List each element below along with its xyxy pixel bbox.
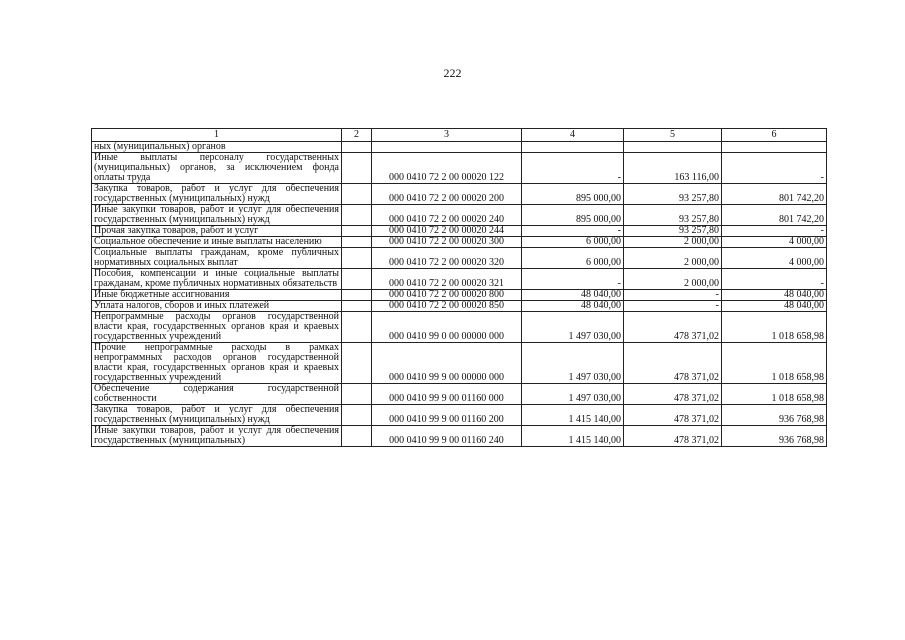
row-value-4: 6 000,00 — [522, 248, 624, 269]
row-code: 000 0410 72 2 00 00020 800 — [372, 290, 522, 301]
row-value-6: 4 000,00 — [722, 248, 827, 269]
row-code: 000 0410 72 2 00 00020 200 — [372, 184, 522, 205]
row-value-5: 2 000,00 — [624, 269, 722, 290]
row-value-4: 1 497 030,00 — [522, 312, 624, 343]
row-value-5: 93 257,80 — [624, 205, 722, 226]
row-value-4 — [522, 142, 624, 153]
row-value-4: 895 000,00 — [522, 184, 624, 205]
row-code: 000 0410 72 2 00 00020 244 — [372, 226, 522, 237]
row-code — [372, 142, 522, 153]
table-header-row — [92, 129, 827, 142]
row-value-6: 1 018 658,98 — [722, 312, 827, 343]
row-col2 — [342, 237, 372, 248]
table-row — [92, 142, 827, 153]
row-name: Социальное обеспечение и иные выплаты населению — [92, 237, 342, 248]
table-row — [92, 301, 827, 312]
row-code: 000 0410 99 9 00 01160 240 — [372, 426, 522, 447]
row-value-4: 48 040,00 — [522, 301, 624, 312]
row-value-6: 48 040,00 — [722, 290, 827, 301]
row-value-5: 2 000,00 — [624, 248, 722, 269]
row-col2 — [342, 248, 372, 269]
row-value-4: 895 000,00 — [522, 205, 624, 226]
row-name: ных (муниципальных) органов — [92, 142, 342, 153]
row-code: 000 0410 99 9 00 01160 000 — [372, 384, 522, 405]
row-value-5: 478 371,02 — [624, 343, 722, 384]
row-name: Иные выплаты персоналу государственных (муниципальных) органов, за исключением фонда оплаты труда — [92, 153, 342, 184]
row-code: 000 0410 72 2 00 00020 240 — [372, 205, 522, 226]
table-row — [92, 290, 827, 301]
row-col2 — [342, 184, 372, 205]
table-row — [92, 312, 827, 343]
row-value-5: - — [624, 290, 722, 301]
row-value-6: - — [722, 153, 827, 184]
row-value-6: 1 018 658,98 — [722, 384, 827, 405]
row-name: Пособия, компенсации и иные социальные выплаты гражданам, кроме публичных нормативных обязательств — [92, 269, 342, 290]
row-value-6: 1 018 658,98 — [722, 343, 827, 384]
row-code: 000 0410 72 2 00 00020 850 — [372, 301, 522, 312]
row-code: 000 0410 99 9 00 01160 200 — [372, 405, 522, 426]
row-value-5: 2 000,00 — [624, 237, 722, 248]
row-value-4: - — [522, 226, 624, 237]
row-value-4: 1 497 030,00 — [522, 384, 624, 405]
row-value-5: 478 371,02 — [624, 312, 722, 343]
row-value-4: 1 415 140,00 — [522, 426, 624, 447]
table-row — [92, 153, 827, 184]
row-value-6: 801 742,20 — [722, 184, 827, 205]
row-col2 — [342, 301, 372, 312]
table-row — [92, 405, 827, 426]
column-header: 3 — [372, 129, 522, 142]
table-row — [92, 226, 827, 237]
row-col2 — [342, 226, 372, 237]
row-code: 000 0410 72 2 00 00020 300 — [372, 237, 522, 248]
row-name: Прочая закупка товаров, работ и услуг — [92, 226, 342, 237]
column-header: 2 — [342, 129, 372, 142]
row-value-6: 4 000,00 — [722, 237, 827, 248]
row-col2 — [342, 153, 372, 184]
row-value-5: - — [624, 301, 722, 312]
row-value-4: - — [522, 269, 624, 290]
row-col2 — [342, 312, 372, 343]
row-name: Иные закупки товаров, работ и услуг для обеспечения государственных (муниципальных) нужд — [92, 205, 342, 226]
row-value-5: 478 371,02 — [624, 384, 722, 405]
column-header: 5 — [624, 129, 722, 142]
row-col2 — [342, 343, 372, 384]
row-value-6 — [722, 142, 827, 153]
row-value-6: 936 768,98 — [722, 405, 827, 426]
row-name: Иные закупки товаров, работ и услуг для обеспечения государственных (муниципальных) — [92, 426, 342, 447]
row-value-6: 936 768,98 — [722, 426, 827, 447]
row-name: Иные бюджетные ассигнования — [92, 290, 342, 301]
row-name: Социальные выплаты гражданам, кроме публичных нормативных социальных выплат — [92, 248, 342, 269]
row-value-6: 48 040,00 — [722, 301, 827, 312]
row-value-5: 93 257,80 — [624, 226, 722, 237]
row-value-4: 6 000,00 — [522, 237, 624, 248]
row-code: 000 0410 72 2 00 00020 320 — [372, 248, 522, 269]
row-value-4: - — [522, 153, 624, 184]
row-code: 000 0410 72 2 00 00020 122 — [372, 153, 522, 184]
row-name: Закупка товаров, работ и услуг для обеспечения государственных (муниципальных) нужд — [92, 184, 342, 205]
row-value-6: - — [722, 269, 827, 290]
row-name: Обеспечение содержания государственной собственности — [92, 384, 342, 405]
row-code: 000 0410 72 2 00 00020 321 — [372, 269, 522, 290]
column-header: 4 — [522, 129, 624, 142]
table-row — [92, 384, 827, 405]
column-header: 6 — [722, 129, 827, 142]
row-value-5: 163 116,00 — [624, 153, 722, 184]
row-value-5: 478 371,02 — [624, 405, 722, 426]
table-row — [92, 343, 827, 384]
row-value-5 — [624, 142, 722, 153]
table-row — [92, 205, 827, 226]
row-name: Прочие непрограммные расходы в рамках непрограммных расходов органов государственной власти края, государственных органов края и краевых государственных учреждений — [92, 343, 342, 384]
row-name: Непрограммные расходы органов государственной власти края, государственных органов края и краевых государственных учреждений — [92, 312, 342, 343]
table-row — [92, 237, 827, 248]
row-name: Закупка товаров, работ и услуг для обеспечения государственных (муниципальных) нужд — [92, 405, 342, 426]
row-col2 — [342, 426, 372, 447]
column-header: 1 — [92, 129, 342, 142]
row-value-4: 1 415 140,00 — [522, 405, 624, 426]
budget-table — [91, 128, 827, 447]
table-row — [92, 426, 827, 447]
row-code: 000 0410 99 0 00 00000 000 — [372, 312, 522, 343]
row-value-6: - — [722, 226, 827, 237]
row-value-5: 478 371,02 — [624, 426, 722, 447]
row-code: 000 0410 99 9 00 00000 000 — [372, 343, 522, 384]
row-value-6: 801 742,20 — [722, 205, 827, 226]
row-value-4: 48 040,00 — [522, 290, 624, 301]
table-row — [92, 248, 827, 269]
row-col2 — [342, 269, 372, 290]
row-name: Уплата налогов, сборов и иных платежей — [92, 301, 342, 312]
page-number: 222 — [443, 66, 462, 80]
table-row — [92, 269, 827, 290]
row-value-5: 93 257,80 — [624, 184, 722, 205]
row-col2 — [342, 142, 372, 153]
row-col2 — [342, 384, 372, 405]
row-value-4: 1 497 030,00 — [522, 343, 624, 384]
row-col2 — [342, 205, 372, 226]
table-row — [92, 184, 827, 205]
row-col2 — [342, 405, 372, 426]
row-col2 — [342, 290, 372, 301]
